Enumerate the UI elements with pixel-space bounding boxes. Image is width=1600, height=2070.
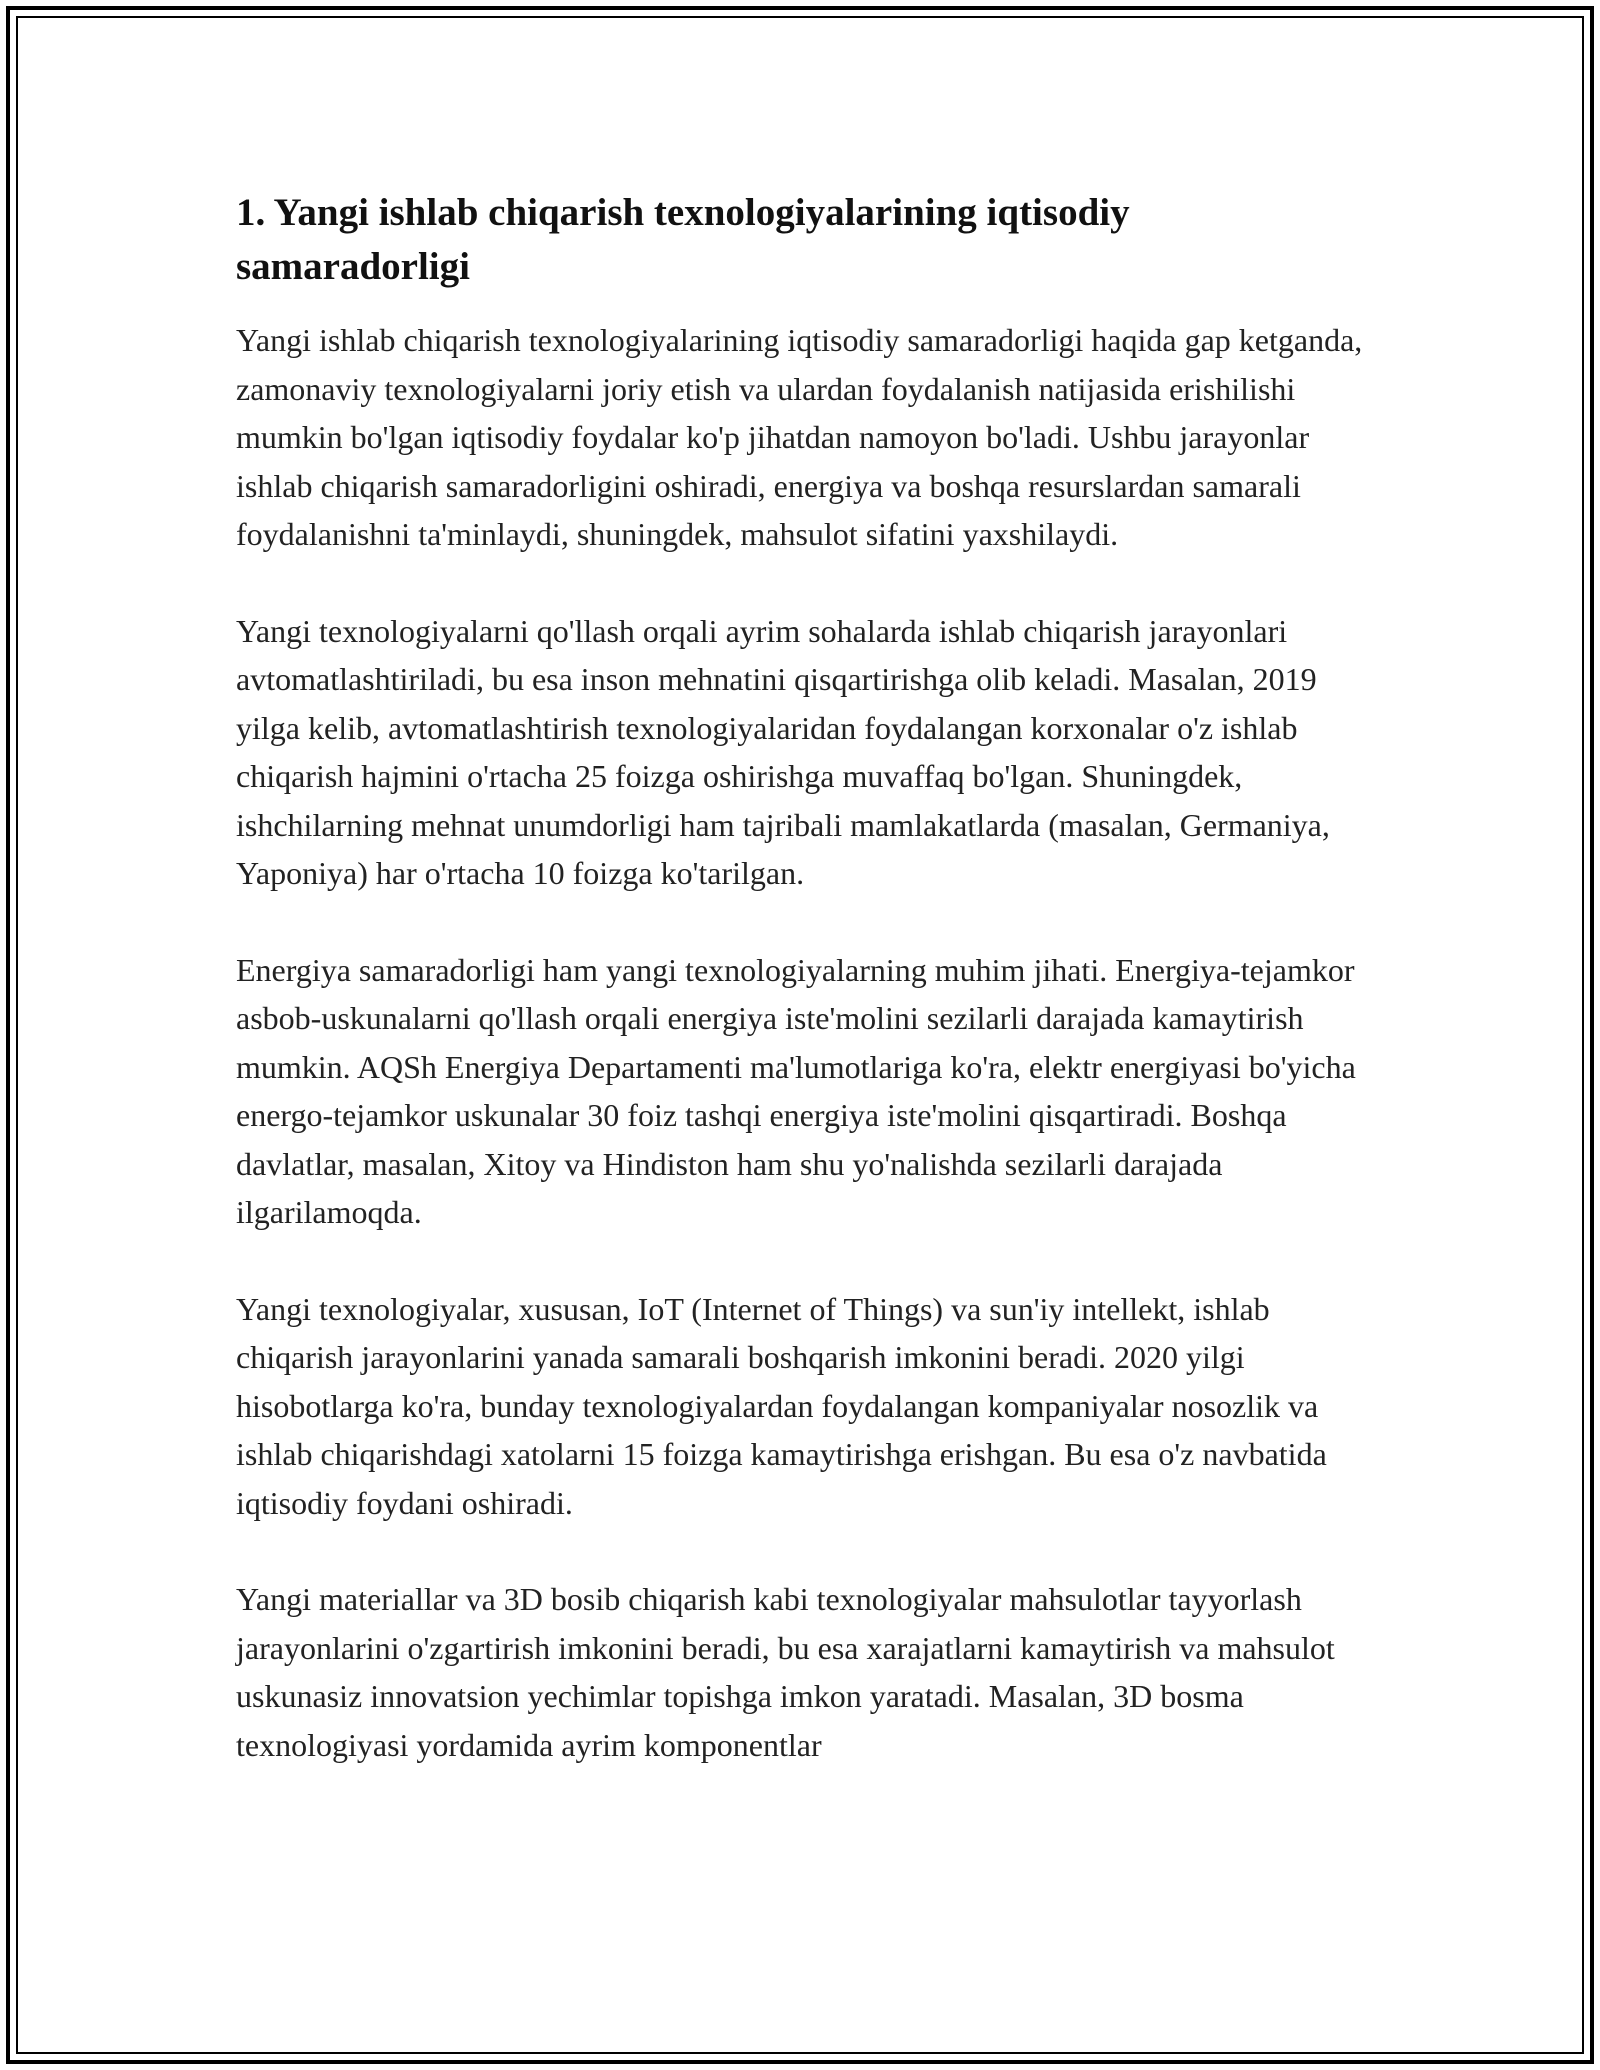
paragraph-3: Energiya samaradorligi ham yangi texnologiyalarning muhim jihati. Energiya-tejamkor asbob-uskunalarni qo'llash orqali energiya iste'molini sezilarli darajada kamaytirish mumkin. AQSh Energiya Departamenti ma'lumotlariga ko'ra, elektr energiyasi bo'yicha energo-tejamkor uskunalar 30 foiz tashqi energiya iste'molini qisqartiradi. Boshqa davlatlar, masalan, Xitoy va Hindiston ham shu yo'nalishda sezilarli darajada ilgarilamoqda. [236, 951, 1356, 1230]
section-title: 1. Yangi ishlab chiqarish texnologiyalarining iqtisodiy samaradorligi [236, 191, 1130, 288]
paragraph-2: Yangi texnologiyalarni qo'llash orqali ayrim sohalarda ishlab chiqarish jarayonlari avtomatlashtiriladi, bu esa inson mehnatini qisqartirishga olib keladi. Masalan, 2019 yilga kelib, avtomatlashtirish texnologiyalaridan foydalangan korxonalar o'z ishlab chiqarish hajmini o'rtacha 25 foizga oshirishga muvaffaq bo'lgan. Shuningdek, ishchilarning mehnat unumdorligi ham tajribali mamlakatlarda (masalan, Germaniya, Yaponiya) har o'rtacha 10 foizga ko'tarilgan. [236, 612, 1330, 891]
document-body [236, 186, 1376, 1817]
paragraph-4: Yangi texnologiyalar, xususan, IoT (Internet of Things) va sun'iy intellekt, ishlab chiqarish jarayonlarini yanada samarali boshqarish imkonini beradi. 2020 yilgi hisobotlarga ko'ra, bunday texnologiyalardan foydalangan kompaniyalar nosozlik va ishlab chiqarishdagi xatolarni 15 foizga kamaytirishga erishgan. Bu esa o'z navbatida iqtisodiy foydani oshiradi. [236, 1290, 1327, 1521]
paragraph-5: Yangi materiallar va 3D bosib chiqarish kabi texnologiyalar mahsulotlar tayyorlash jarayonlarini o'zgartirish imkonini beradi, bu esa xarajatlarni kamaytirish va mahsulot uskunasiz innovatsion yechimlar topishga imkon yaratadi. Masalan, 3D bosma texnologiyasi yordamida ayrim komponentlar [236, 1581, 1335, 1763]
paragraph-1: Yangi ishlab chiqarish texnologiyalarining iqtisodiy samaradorligi haqida gap ketganda, zamonaviy texnologiyalarni joriy etish va ulardan foydalanish natijasida erishilishi mumkin bo'lgan iqtisodiy foydalar ko'p jihatdan namoyon bo'ladi. Ushbu jarayonlar ishlab chiqarish samaradorligini oshiradi, energiya va boshqa resurslardan samarali foydalanishni ta'minlaydi, shuningdek, mahsulot sifatini yaxshilaydi. [236, 322, 1363, 552]
